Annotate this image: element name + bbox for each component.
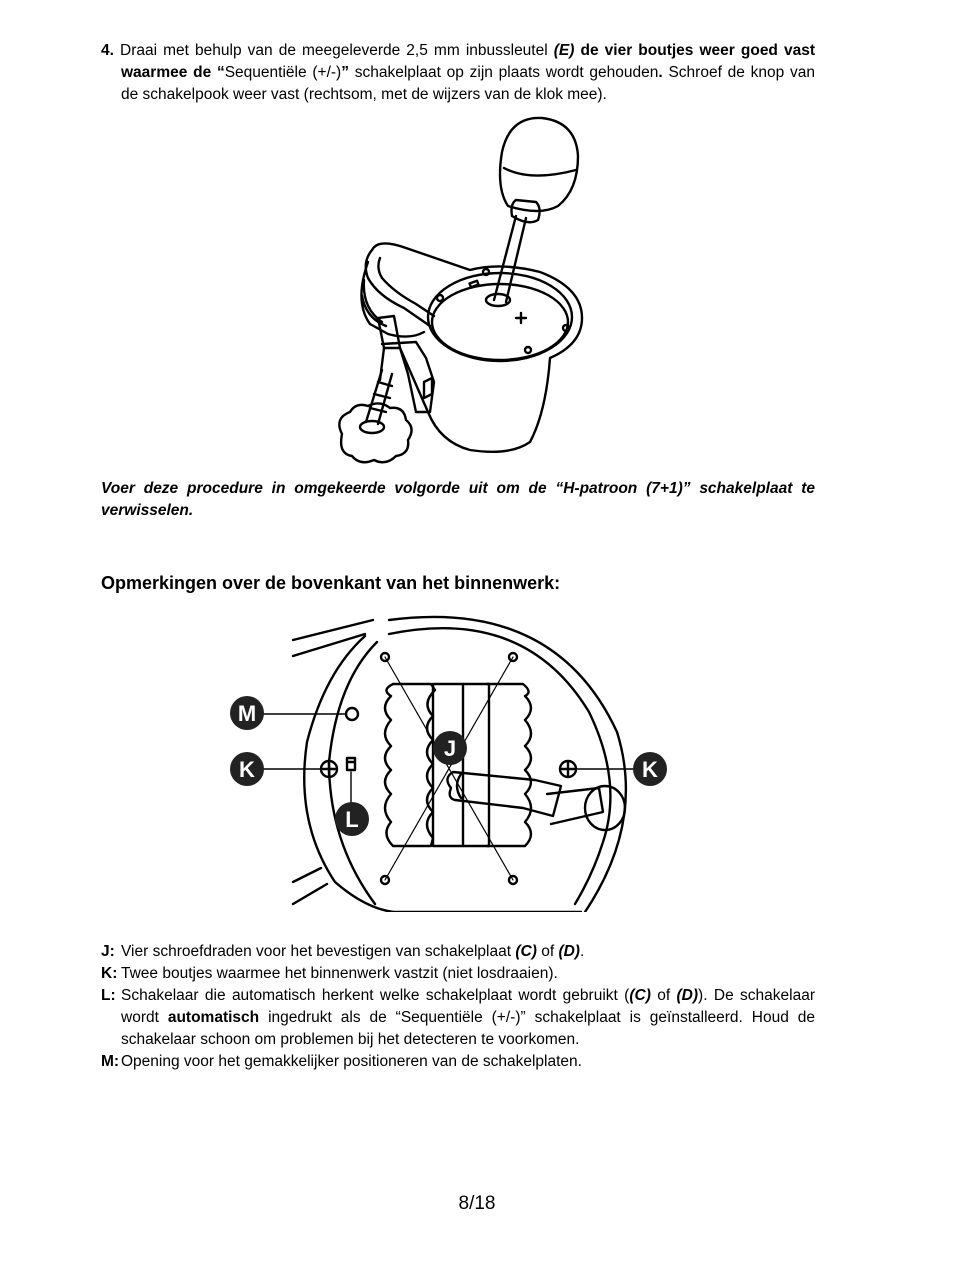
legend-item-j: J: Vier schroefdraden voor het bevestigen van schakelplaat (C) of (D). [101, 943, 585, 960]
opening-m [346, 708, 358, 720]
lever [447, 772, 561, 816]
page-number: 8/18 [458, 1193, 496, 1214]
shift-lever [494, 216, 526, 302]
step-4-paragraph: 4. Draai met behulp van de meegeleverde 2,5 mm inbussleutel (E) de vier boutjes weer goed vast waarmee de “Sequentiële (+/-)” schakelplaat op zijn plaats wordt gehouden. Schroef de knop van de schakelpook weer vast (rechtsom, met de wijzers van de klok mee). [101, 42, 815, 103]
svg-text:K: K [642, 757, 658, 782]
svg-text:J: J [443, 736, 457, 761]
switch-l [347, 758, 355, 770]
legend [101, 941, 815, 1073]
step-number: 4. [101, 42, 114, 59]
svg-text:L: L [345, 807, 359, 832]
tool-ref-e: (E) [553, 42, 575, 59]
legend-item-k: K: Twee boutjes waarmee het binnenwerk vastzit (niet losdraaien). [101, 965, 558, 982]
legend-item-m: M: Opening voor het gemakkelijker positioneren van de schakelplaten. [101, 1053, 582, 1070]
svg-text:M: M [237, 701, 257, 726]
shifter-illustration [320, 112, 620, 472]
gate-plate [385, 684, 435, 846]
shift-knob [500, 118, 578, 211]
svg-text:K: K [239, 757, 255, 782]
mechanism-top-diagram [225, 612, 675, 912]
section-heading: Opmerkingen over de bovenkant van het binnenwerk: [101, 573, 561, 593]
legend-item-l: L: Schakelaar die automatisch herkent welke schakelplaat wordt gebruikt ((C) of (D)). De schakelaar wordt automatisch ingedrukt als de “Sequentiële (+/-)” schakelplaat is geïnstalleerd. Houd de schakelaar schoon om problemen bij het detecteren te voorkomen. [101, 987, 816, 1048]
reverse-procedure-note: Voer deze procedure in omgekeerde volgorde uit om de “H-patroon (7+1)” schakelplaat te verwisselen. [101, 480, 815, 519]
clamp-body [380, 342, 434, 412]
